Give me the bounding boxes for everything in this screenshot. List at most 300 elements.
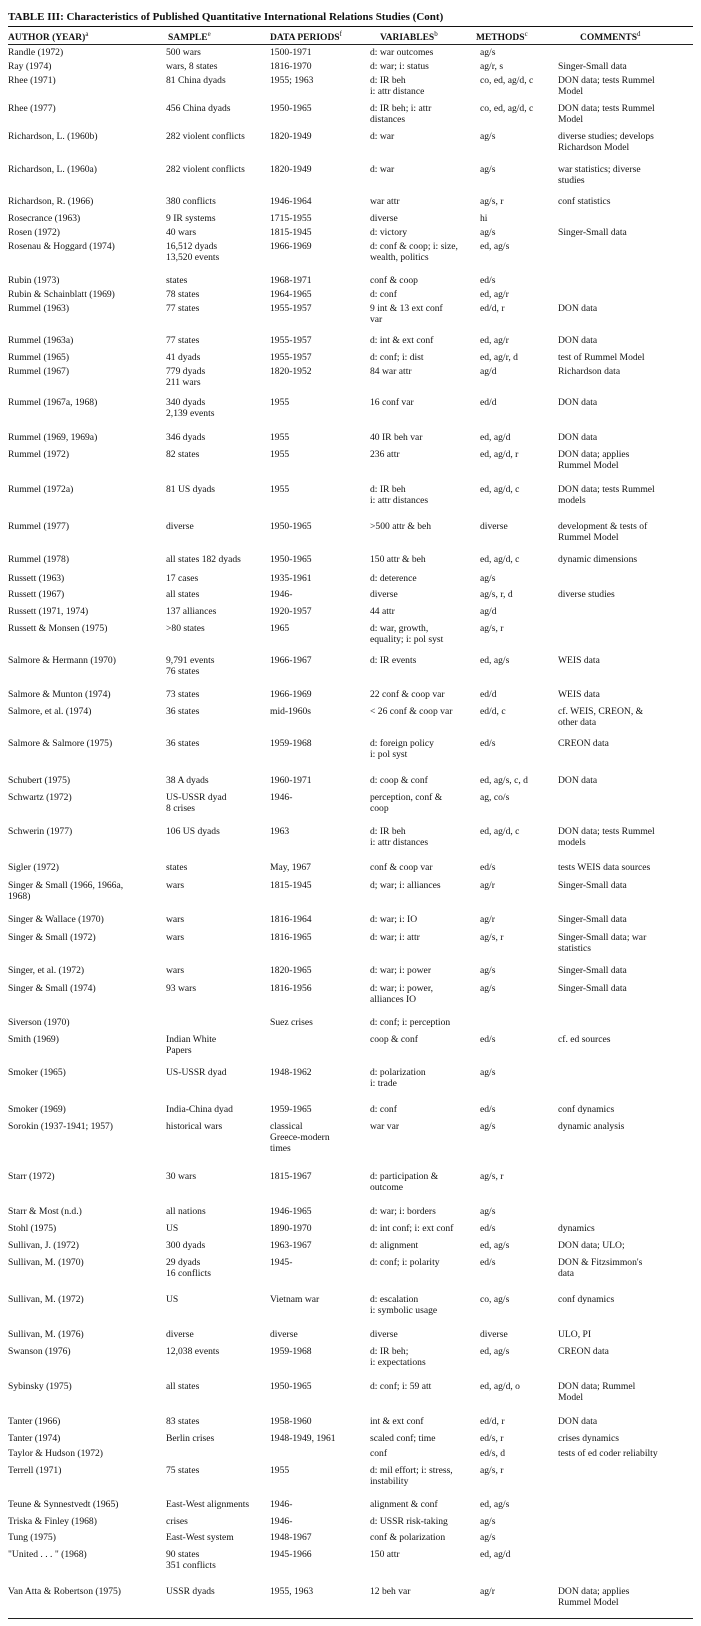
cell-comments: test of Rummel Model [558,351,645,363]
table-row [8,447,693,482]
cell-comments: DON data; applies Rummel Model [558,1585,630,1608]
cell-comments: DON data; applies Rummel Model [558,448,630,471]
cell-author: Singer & Small (1972) [8,932,96,944]
cell-comments: Richardson data [558,365,621,377]
cell-author: Rosen (1972) [8,226,60,238]
cell-sample: all states [166,589,200,601]
cell-sample: crises [166,1515,188,1527]
cell-methods: ag/s, r [480,1464,504,1476]
cell-author: Randle (1972) [8,47,64,58]
cell-sample: 36 states [166,706,200,718]
cell-author: Richardson, L. (1960b) [8,131,98,143]
cell-variables: d: war; i: power [370,964,432,976]
cell-methods: ed/s [480,738,496,750]
cell-data-periods: 1935-1961 [270,572,312,584]
cell-methods: ed/s [480,1223,496,1235]
table-row [8,860,693,878]
cell-sample: Berlin crises [166,1432,215,1444]
cell-author: Schwartz (1972) [8,791,72,803]
cell-variables: d: polarization i: trade [370,1067,426,1090]
cell-comments: conf statistics [558,195,611,207]
cell-methods: ed/s [480,1256,496,1268]
cell-methods: ag/s [480,1515,496,1527]
cell-comments: conf dynamics [558,1103,615,1115]
cell-variables: conf & polarization [370,1532,446,1544]
table-row [8,1327,693,1344]
cell-data-periods: diverse [270,1328,298,1340]
cell-data-periods: 1946-1965 [270,1206,312,1218]
cell-methods: ag/d [480,365,497,377]
cell-data-periods: 1946-1964 [270,195,312,207]
cell-variables: 22 conf & coop var [370,689,445,701]
cell-data-periods: 1500-1971 [270,47,312,58]
cell-methods: ed, ag/s, c, d [480,774,528,786]
cell-comments: DON data; tests Rummel models [558,825,655,848]
cell-author: Rummel (1972a) [8,484,74,496]
table-row [8,1431,693,1446]
cell-data-periods: 1815-1945 [270,880,312,892]
table-row [8,878,693,912]
cell-variables: 84 war attr [370,365,412,377]
table-row [8,1584,693,1618]
cell-methods: ag/s, r [480,623,504,635]
cell-comments: war statistics; diverse studies [558,163,641,186]
cell-author: Rummel (1977) [8,520,70,532]
table-row [8,1032,693,1066]
cell-author: Tanter (1966) [8,1415,61,1427]
cell-data-periods: 1890-1970 [270,1223,312,1235]
cell-variables: d: conf & coop; i: size, wealth, politics [370,240,458,263]
cell-comments: cf. WEIS, CREON, & other data [558,706,644,729]
cell-variables: d: war; i: status [370,61,429,73]
cell-variables: d: conf; i: dist [370,351,424,363]
cell-sample: 29 dyads 16 conflicts [166,1256,212,1279]
cell-data-periods: 1820-1949 [270,163,312,175]
cell-data-periods: 1946- [270,791,293,803]
cell-sample: Indian White Papers [166,1033,217,1056]
cell-variables: d: conf; i: perception [370,1016,451,1028]
cell-methods: ed/d, r [480,302,505,314]
cell-author: Tung (1975) [8,1532,56,1544]
cell-methods: ed, ag/s [480,240,510,252]
cell-sample: 81 China dyads [166,75,226,87]
cell-data-periods: 1816-1965 [270,932,312,944]
cell-data-periods: May, 1967 [270,862,311,874]
cell-comments: ULO, PI [558,1328,592,1340]
table-title: TABLE III: Characteristics of Published Quantitative International Relations Studies (Cont) [8,11,444,23]
cell-variables: d: participation & outcome [370,1171,439,1194]
cell-variables: d: war, growth, equality; i: pol syst [370,623,444,646]
cell-methods: ed/d [480,689,497,701]
cell-sample: 78 states [166,288,200,300]
cell-sample: US [166,1223,179,1235]
cell-methods: ed/s [480,1033,496,1045]
cell-variables: d: IR beh; i: attr distances [370,103,432,126]
cell-variables: d: int & ext conf [370,335,434,347]
cell-variables: < 26 conf & coop var [370,706,453,718]
cell-variables: d: foreign policy i: pol syst [370,738,434,761]
cell-data-periods: 1966-1969 [270,240,312,252]
cell-comments: development & tests of Rummel Model [558,520,648,543]
cell-data-periods: 1959-1968 [270,1345,312,1357]
cell-comments: Singer-Small data [558,982,627,994]
table-row [8,571,693,588]
cell-author: Rubin & Schainblatt (1969) [8,288,115,300]
cell-comments: dynamic analysis [558,1120,625,1132]
cell-methods: ag/s [480,47,496,58]
cell-sample: 9 IR systems [166,212,216,224]
cell-author: Rummel (1969, 1969a) [8,432,98,444]
cell-data-periods: 1955-1957 [270,302,312,314]
cell-variables: 150 attr [370,1549,400,1561]
cell-methods: ag/s [480,163,496,175]
cell-methods: ed, ag/d, c [480,484,520,496]
cell-variables: 40 IR beh var [370,432,423,444]
table-row [8,1204,693,1221]
cell-sample: wars [166,914,185,926]
cell-comments: conf dynamics [558,1293,615,1305]
cell-variables: d: IR beh; i: expectations [370,1345,426,1368]
cell-author: Tanter (1974) [8,1432,61,1444]
cell-data-periods: 1966-1967 [270,655,312,667]
cell-sample: states [166,862,188,874]
cell-methods: ag/s [480,1067,496,1079]
cell-sample: 282 violent conflicts [166,163,245,175]
cell-methods: ag/r [480,1585,495,1597]
cell-author: Starr (1972) [8,1171,55,1183]
table-row [8,162,693,194]
cell-data-periods: 1950-1965 [270,103,312,115]
cell-sample: 17 cases [166,572,199,584]
cell-data-periods: 1955 [270,1464,290,1476]
table-row [8,1238,693,1255]
cell-sample: 82 states [166,448,200,460]
cell-author: Rosecrance (1963) [8,212,81,224]
cell-sample: 456 China dyads [166,103,231,115]
table-row [8,1292,693,1327]
table-row [8,621,693,653]
cell-data-periods: mid-1960s [270,706,312,718]
cell-sample: 30 wars [166,1171,197,1183]
cell-variables: d: IR beh i: attr distance [370,75,425,98]
cell-author: Triska & Finley (1968) [8,1515,97,1527]
cell-data-periods: Vietnam war [270,1293,320,1305]
cell-comments: tests WEIS data sources [558,862,651,874]
cell-methods: ed, ag/s [480,1240,510,1252]
cell-comments: DON data [558,302,598,314]
cell-sample: USSR dyads [166,1585,215,1597]
cell-variables: alignment & conf [370,1498,438,1510]
cell-sample: India-China dyad [166,1103,233,1115]
cell-author: Sybinsky (1975) [8,1380,72,1392]
cell-comments: Singer-Small data [558,61,627,73]
cell-author: Rummel (1963) [8,302,70,314]
cell-author: Salmore & Munton (1974) [8,689,111,701]
cell-author: Russett (1971, 1974) [8,606,89,618]
cell-data-periods: 1955-1957 [270,335,312,347]
cell-comments: diverse studies; develops Richardson Model [558,131,654,154]
cell-comments: DON data [558,774,598,786]
cell-data-periods: 1946- [270,589,293,601]
cell-methods: ag/s, r [480,1171,504,1183]
table-row [8,587,693,604]
cell-sample: 106 US dyads [166,825,220,837]
cell-variables: d: escalation i: symbolic usage [370,1293,438,1316]
cell-data-periods: 1945- [270,1256,293,1268]
cell-sample: 500 wars [166,47,201,58]
cell-author: Smoker (1969) [8,1103,66,1115]
cell-methods: ed/d, r [480,1415,505,1427]
cell-comments: CREON data [558,1345,609,1357]
cell-data-periods: 1960-1971 [270,774,312,786]
cell-variables: d: victory [370,226,408,238]
cell-variables: d: IR beh i: attr distances [370,484,429,507]
cell-author: Rummel (1967a, 1968) [8,396,98,408]
cell-data-periods: 1816-1964 [270,914,312,926]
cell-comments: crises dynamics [558,1432,620,1444]
table-row [8,45,693,59]
header-comments: COMMENTS$^d$ [580,30,641,44]
cell-methods: ed, ag/d, o [480,1380,520,1392]
cell-variables: d: deterence [370,572,417,584]
table-row [8,1463,693,1497]
cell-author: "United . . . " (1968) [8,1549,87,1561]
cell-sample: 340 dyads 2,139 events [166,396,215,419]
cell-sample: 137 alliances [166,606,217,618]
cell-methods: co, ag/s [480,1293,510,1305]
cell-author: Singer & Wallace (1970) [8,914,104,926]
table-row [8,395,693,430]
cell-sample: wars [166,880,185,892]
cell-data-periods: 1965 [270,623,290,635]
cell-author: Sullivan, M. (1972) [8,1293,84,1305]
table-row [8,824,693,861]
cell-data-periods: 1946- [270,1498,293,1510]
cell-sample: all states 182 dyads [166,554,241,566]
table-row [8,287,693,301]
table-row [8,981,693,1015]
table-row [8,736,693,773]
table-row [8,1530,693,1547]
cell-sample: 81 US dyads [166,484,216,496]
table-row [8,1497,693,1514]
cell-comments: DON data; tests Rummel Model [558,103,655,126]
table-row [8,687,693,704]
cell-methods: ag/r [480,880,495,892]
cell-sample: East-West alignments [166,1498,250,1510]
cell-methods: ag/r [480,914,495,926]
cell-variables: 236 attr [370,448,400,460]
cell-sample: 77 states [166,302,200,314]
cell-methods: ag/s [480,226,496,238]
cell-methods: ag/s, r, d [480,589,513,601]
cell-data-periods: 1820-1949 [270,131,312,143]
cell-comments: Singer-Small data [558,880,627,892]
cell-sample: diverse [166,1328,194,1340]
cell-author: Rubin (1973) [8,274,60,286]
cell-methods: ag, co/s [480,791,510,803]
cell-variables: d: IR events [370,655,417,667]
cell-author: Rosenau & Hoggard (1974) [8,240,115,252]
cell-author: Taylor & Hudson (1972) [8,1448,103,1460]
cell-variables: d: war [370,131,395,143]
table-row [8,1169,693,1204]
cell-data-periods: 1815-1967 [270,1171,312,1183]
table-row [8,930,693,962]
cell-methods: co, ed, ag/d, c [480,75,534,87]
cell-sample: 77 states [166,335,200,347]
cell-variables: 150 attr & beh [370,554,426,566]
cell-author: Terrell (1971) [8,1464,62,1476]
cell-variables: war attr [370,195,400,207]
cell-author: Richardson, R. (1966) [8,195,94,207]
cell-methods: ed, ag/d [480,432,511,444]
table-page [8,10,693,1619]
cell-data-periods: 1815-1945 [270,226,312,238]
table-row [8,364,693,395]
cell-sample: 90 states 351 conflicts [166,1549,216,1572]
table-header [8,27,693,44]
cell-comments: DON data; ULO; [558,1240,625,1252]
cell-methods: ag/s [480,1532,496,1544]
cell-data-periods: 1964-1965 [270,288,312,300]
bottom-rule [8,1618,693,1619]
cell-sample: 83 states [166,1415,200,1427]
cell-data-periods: 1945-1966 [270,1549,312,1561]
cell-variables: >500 attr & beh [370,520,432,532]
table-row [8,101,693,129]
table-row [8,59,693,73]
cell-variables: d: war; i: attr [370,932,420,944]
cell-author: Sullivan, M. (1976) [8,1328,84,1340]
cell-variables: 44 attr [370,606,395,618]
header-variables: VARIABLES$^b$ [380,30,438,44]
cell-sample: wars [166,932,185,944]
cell-sample: 12,038 events [166,1345,220,1357]
cell-comments: dynamics [558,1223,595,1235]
cell-sample: >80 states [166,623,205,635]
cell-comments: WEIS data [558,689,600,701]
cell-data-periods: 1715-1955 [270,212,312,224]
cell-variables: int & ext conf [370,1415,424,1427]
table-row [8,129,693,161]
cell-comments: Singer-Small data [558,226,627,238]
cell-sample: 380 conflicts [166,195,216,207]
cell-sample: 9,791 events 76 states [166,655,215,678]
cell-sample: East-West system [166,1532,234,1544]
cell-variables: d: war outcomes [370,47,434,58]
table-row [8,1344,693,1379]
cell-data-periods: 1963 [270,825,290,837]
cell-sample: 282 violent conflicts [166,131,245,143]
cell-author: Singer & Small (1966, 1966a, 1968) [8,880,124,903]
cell-variables: d: conf; i: polarity [370,1256,440,1268]
cell-author: Sullivan, M. (1970) [8,1256,84,1268]
cell-comments: DON data; tests Rummel models [558,484,655,507]
cell-data-periods: 1948-1962 [270,1067,312,1079]
cell-variables: d: coop & conf [370,774,428,786]
cell-methods: ag/s [480,131,496,143]
cell-comments: DON data; Rummel Model [558,1380,636,1403]
cell-variables: coop & conf [370,1033,418,1045]
cell-methods: ed, ag/d, c [480,554,520,566]
cell-variables: d: war; i: borders [370,1206,436,1218]
cell-author: Teune & Synnestvedt (1965) [8,1498,119,1510]
table-row [8,1446,693,1463]
table-row [8,194,693,211]
table-row [8,350,693,364]
cell-variables: scaled conf; time [370,1432,436,1444]
cell-comments: Singer-Small data; war statistics [558,932,647,955]
cell-author: Russett (1967) [8,589,65,601]
cell-data-periods: 1955 [270,432,290,444]
cell-author: Van Atta & Robertson (1975) [8,1585,121,1597]
table-row [8,1015,693,1032]
cell-comments: dynamic dimensions [558,554,638,566]
cell-author: Sullivan, J. (1972) [8,1240,79,1252]
table-row [8,482,693,519]
cell-methods: ed, ag/r, d [480,351,518,363]
cell-sample: 779 dyads 211 wars [166,365,206,388]
cell-variables: d: conf [370,288,397,300]
cell-variables: diverse [370,212,398,224]
cell-comments: DON data [558,432,598,444]
cell-data-periods: 1816-1970 [270,61,312,73]
cell-variables: diverse [370,589,398,601]
cell-data-periods: Suez crises [270,1016,313,1028]
cell-author: Ray (1974) [8,61,52,73]
cell-author: Rummel (1967) [8,365,70,377]
table-row [8,604,693,621]
cell-data-periods: 1816-1956 [270,982,312,994]
table-row [8,790,693,824]
cell-variables: d: conf [370,1103,397,1115]
table-row [8,653,693,687]
cell-comments: cf. ed sources [558,1033,611,1045]
cell-methods: co, ed, ag/d, c [480,103,534,115]
cell-variables: conf & coop [370,274,418,286]
cell-data-periods: 1820-1952 [270,365,312,377]
cell-data-periods: 1955, 1963 [270,1585,314,1597]
cell-comments: DON & Fitzsimmon's data [558,1256,643,1279]
cell-data-periods: 1955 [270,484,290,496]
cell-author: Rummel (1972) [8,448,70,460]
cell-author: Richardson, L. (1960a) [8,163,97,175]
table-row [8,773,693,790]
cell-variables: conf & coop var [370,862,433,874]
cell-variables: 12 beh var [370,1585,411,1597]
header-data-periods: DATA PERIODS$^f$ [270,30,342,44]
cell-methods: ed/s, d [480,1448,506,1460]
cell-author: Salmore & Hermann (1970) [8,655,116,667]
cell-data-periods: 1963-1967 [270,1240,312,1252]
cell-author: Starr & Most (n.d.) [8,1206,82,1218]
cell-sample: 300 dyads [166,1240,206,1252]
cell-variables: 9 int & 13 ext conf var [370,302,443,325]
cell-data-periods: 1955; 1963 [270,75,314,87]
table-row [8,1102,693,1119]
table-row [8,301,693,333]
cell-sample: 40 wars [166,226,197,238]
cell-comments: DON data [558,396,598,408]
cell-methods: diverse [480,520,508,532]
cell-variables: war var [370,1120,400,1132]
cell-sample: 93 wars [166,982,197,994]
cell-sample: 73 states [166,689,200,701]
table-row [8,963,693,981]
cell-data-periods: 1948-1967 [270,1532,312,1544]
table-row [8,225,693,239]
